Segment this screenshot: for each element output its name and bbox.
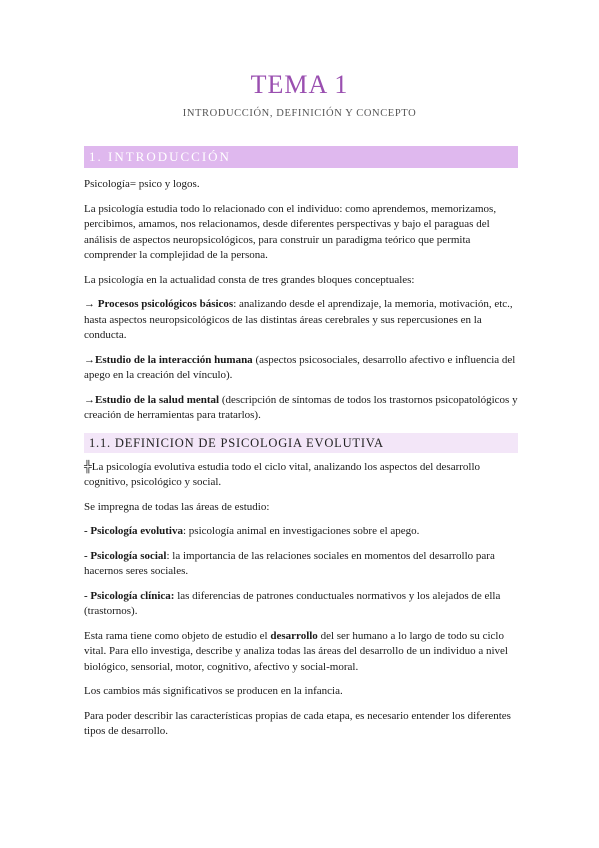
bullet-bold: → Procesos psicológicos básicos [84, 298, 234, 310]
list-item-evolutiva [84, 524, 518, 540]
paragraph: Para poder describir las características propias de cada etapa, es necesario entender los diferentes tipos de desarrollo. [84, 709, 511, 737]
bullet-procesos [84, 297, 518, 344]
bullet-salud [84, 393, 518, 424]
paragraph: ╬La psicología evolutiva estudia todo el ciclo vital, analizando los aspectos del desarrollo cognitivo, psicológico y social. [84, 460, 481, 488]
list-item-clinica [84, 589, 518, 620]
bullet-bold: →Estudio de la salud mental [84, 393, 220, 406]
item-bold: - Psicología social [84, 549, 167, 562]
paragraph: Los cambios más significativos se producen en la infancia. [84, 685, 343, 697]
item-text: : la importancia de las relaciones sociales en momentos del desarrollo para hacernos seres sociales. [84, 549, 495, 577]
section-heading-introduccion: 1. INTRODUCCIÓN [84, 146, 518, 168]
item-bold: - Psicología evolutiva [84, 525, 183, 537]
bullet-interaccion [84, 353, 518, 384]
bullet-text: (descripción de síntomas de todos los trastornos psicopatológicos y creación de herramientas para tratarlos). [84, 393, 518, 421]
text: del ser humano a lo largo de todo su ciclo vital. Para ello investiga, describe y analiza todas las áreas del desarrollo de un individuo a nivel biológico, sensorial, motor, cognitivo, afectivo y social-moral. [84, 629, 508, 673]
text: Esta rama tiene como objeto de estudio el [84, 629, 271, 642]
paragraph [84, 629, 518, 676]
list-item-social [84, 549, 518, 580]
item-text: : psicología animal en investigaciones sobre el apego. [183, 525, 420, 537]
paragraph: La psicología en la actualidad consta de tres grandes bloques conceptuales: [84, 273, 415, 286]
page-title: TEMA 1 [250, 70, 349, 99]
paragraph: La psicología estudia todo lo relacionado con el individuo: como aprendemos, memorizamos, percibimos, amamos, nos relacionamos, desde diferentes perspectivas y bajo el paraguas del análisis de aspectos neuropsicológicos, para construir un paradigma teórico que permita comprender la complejidad de la persona. [84, 202, 497, 261]
bullet-text: : analizando desde el aprendizaje, la memoria, motivación, etc., hasta aspectos neuropsicológicos de las distintas áreas cerebrales y sus repercusiones en la conducta. [84, 298, 513, 341]
paragraph: Se impregna de todas las áreas de estudio: [84, 500, 270, 513]
subsection-heading-definicion: 1.1. DEFINICION DE PSICOLOGIA EVOLUTIVA [84, 433, 518, 453]
document-body [84, 146, 518, 749]
paragraph: Psicología= psico y logos. [84, 178, 200, 190]
page-subtitle: INTRODUCCIÓN, DEFINICIÓN Y CONCEPTO [182, 108, 417, 119]
bold-term: desarrollo [270, 629, 318, 642]
bullet-text: (aspectos psicosociales, desarrollo afectivo e influencia del apego en la creación del vínculo). [84, 353, 516, 381]
item-text: las diferencias de patrones conductuales normativos y los alejados de ella (trastornos). [84, 589, 501, 617]
item-bold: - Psicología clínica: [84, 589, 175, 602]
bullet-bold: →Estudio de la interacción humana [84, 353, 253, 366]
